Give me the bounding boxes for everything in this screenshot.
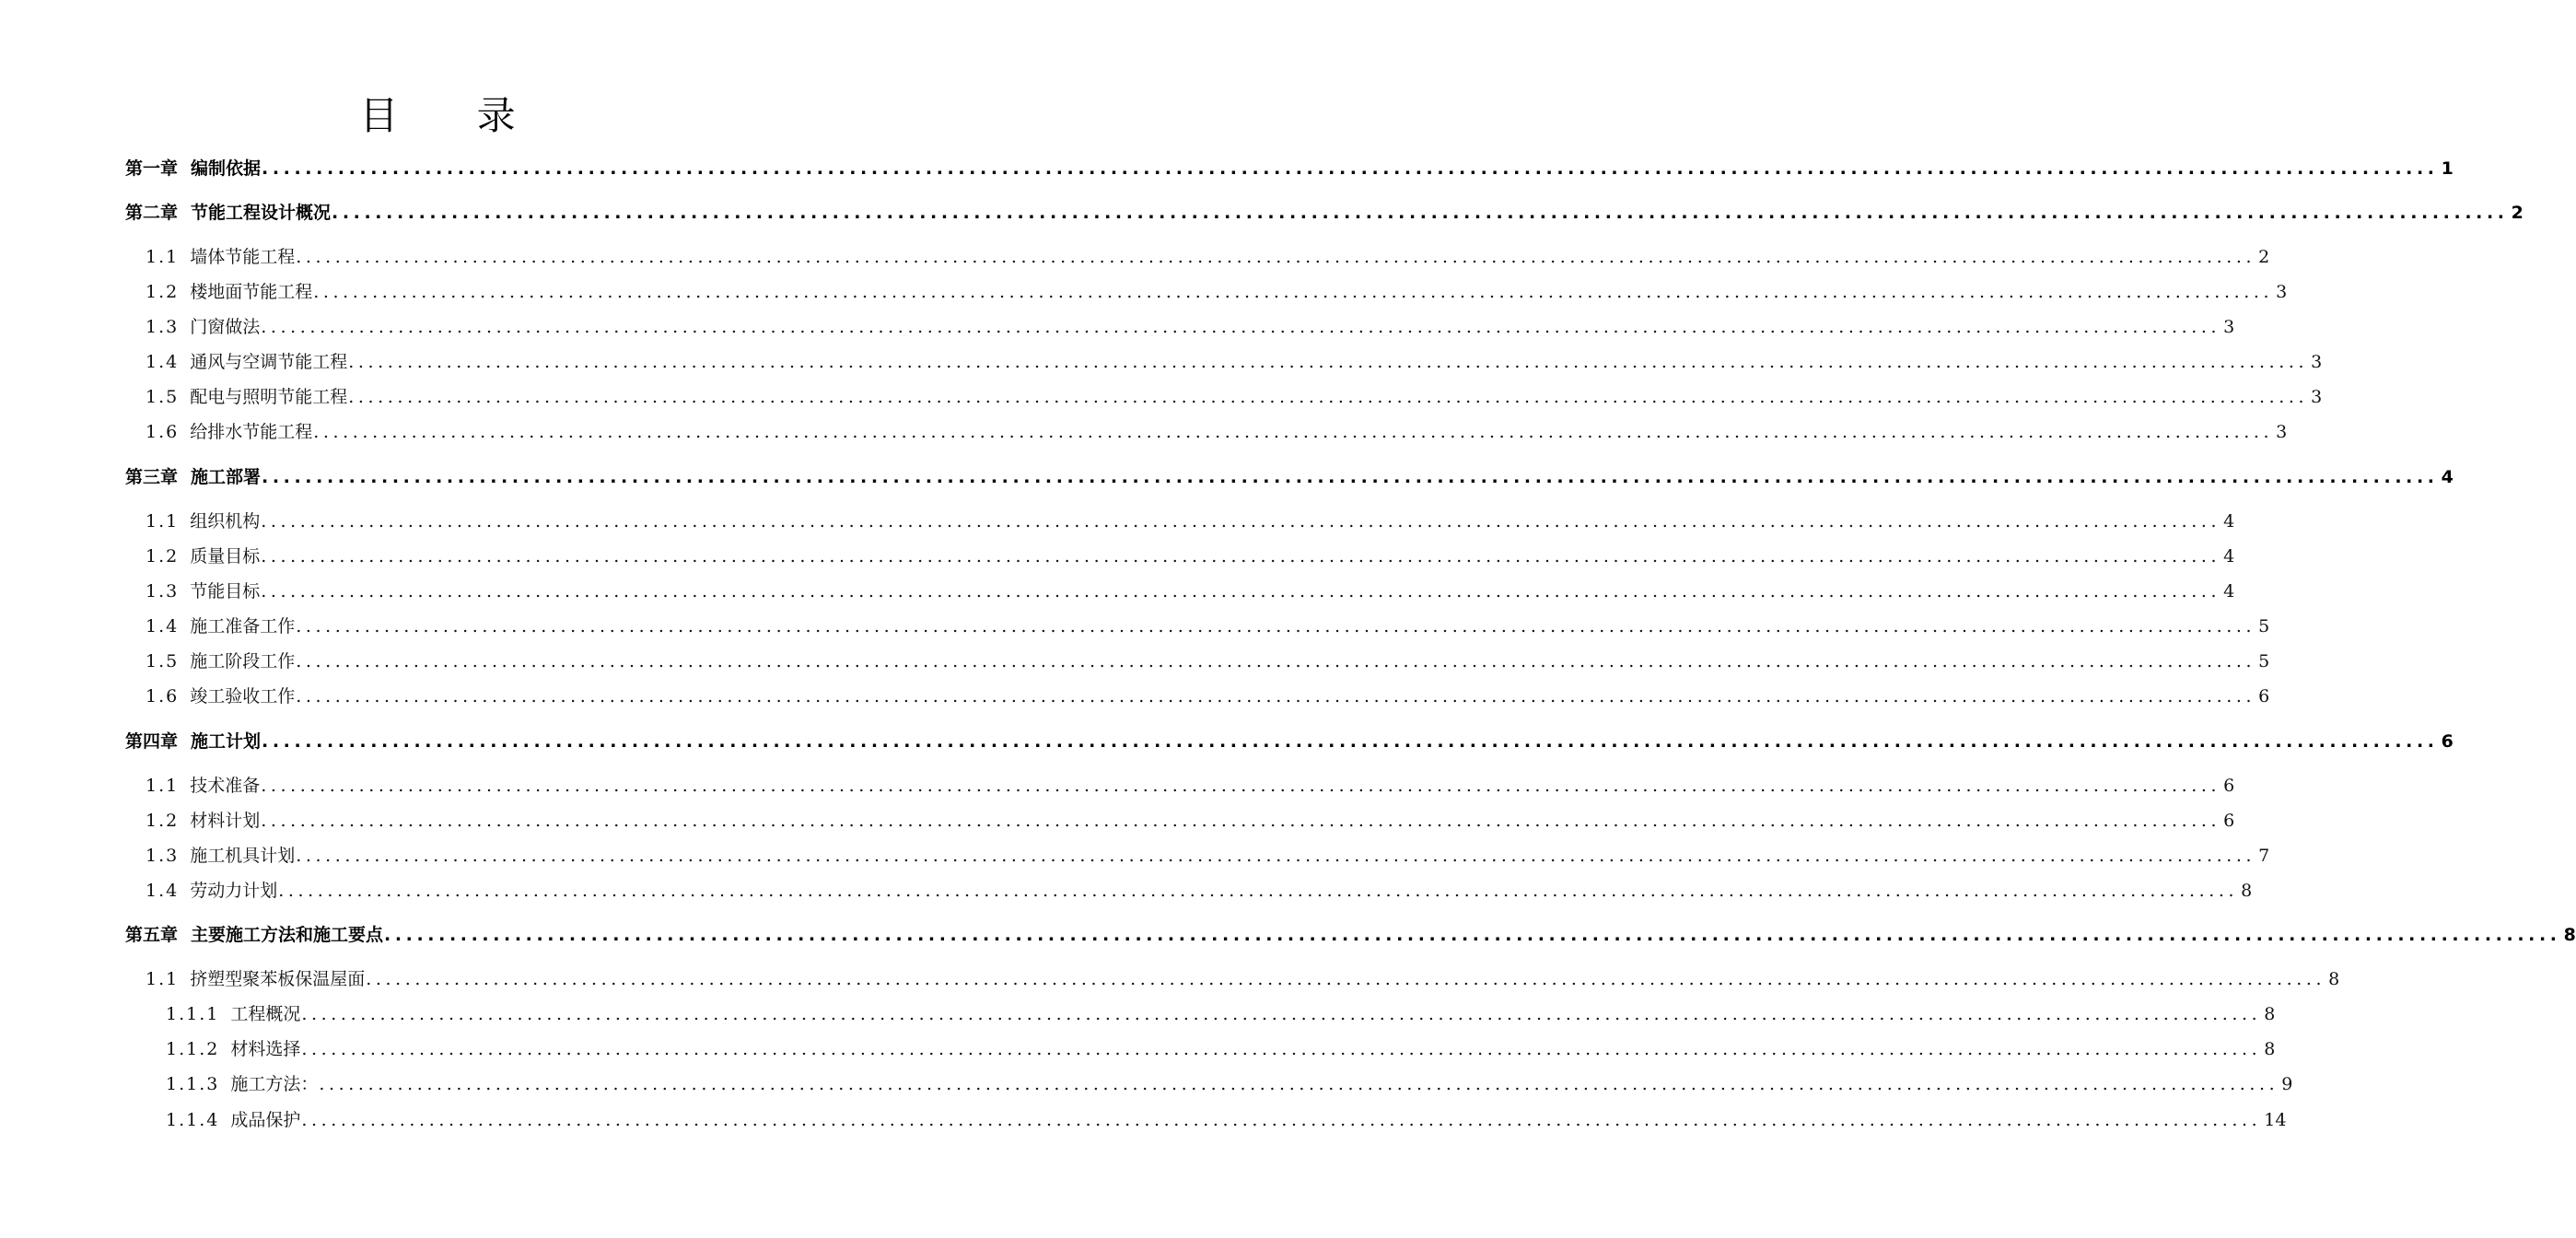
toc-entry-chapter[interactable] xyxy=(0,199,2524,223)
toc-entry-label xyxy=(125,463,261,488)
toc-dot-leader: ........................................................................................................................................................................................................ xyxy=(348,387,2309,407)
toc-entry-label xyxy=(146,648,295,672)
toc-entry-text: 墙体节能工程 xyxy=(190,247,296,267)
toc-entry-text: 主要施工方法和施工要点 xyxy=(191,925,384,945)
toc-page-number: 3 xyxy=(2223,317,2235,337)
toc-page-number: 5 xyxy=(2258,651,2270,672)
toc-dot-leader: ........................................................................................................................................................................................................ xyxy=(262,158,2439,179)
toc-entry-number: 1.2 xyxy=(146,282,180,302)
toc-entry-label xyxy=(125,155,261,180)
toc-entry-number: 1.1.2 xyxy=(166,1039,220,1059)
toc-entry-text: 门窗做法 xyxy=(190,317,261,337)
toc-page-number: 1 xyxy=(2441,158,2454,179)
toc-entry-text: 挤塑型聚苯板保温屋面 xyxy=(190,969,366,989)
toc-entry-text: 质量目标 xyxy=(190,546,261,566)
toc-entry-label xyxy=(146,807,260,832)
toc-entry-section[interactable] xyxy=(0,613,2270,637)
toc-entry-number: 第五章 xyxy=(125,925,179,945)
toc-entry-label xyxy=(146,383,347,408)
toc-entry-section[interactable] xyxy=(0,313,2235,337)
toc-entry-section[interactable] xyxy=(0,807,2235,831)
toc-dot-leader: ........................................................................................................................................................................................................ xyxy=(301,1004,2262,1024)
toc-entry-text: 施工计划 xyxy=(191,731,262,752)
toc-entry-label xyxy=(146,243,295,268)
toc-entry-sub[interactable] xyxy=(0,1070,2293,1094)
toc-entry-label xyxy=(166,1106,300,1131)
toc-entry-text: 组织机构 xyxy=(190,511,261,531)
toc-entry-chapter[interactable] xyxy=(0,155,2454,179)
toc-entry-sub[interactable] xyxy=(0,1035,2276,1059)
toc-entry-label xyxy=(146,613,295,637)
toc-entry-number: 1.3 xyxy=(146,317,180,337)
toc-entry-label xyxy=(146,278,312,303)
toc-dot-leader: ........................................................................................................................................................................................................ xyxy=(261,511,2221,531)
toc-entry-label xyxy=(146,772,260,797)
toc-entry-text: 给排水节能工程 xyxy=(190,422,313,442)
toc-dot-leader: ........................................................................................................................................................................................................ xyxy=(313,422,2274,442)
toc-entry-text: 成品保护 xyxy=(230,1110,301,1130)
toc-dot-leader: ........................................................................................................................................................................................................ xyxy=(296,651,2256,672)
toc-dot-leader: ........................................................................................................................................................................................................ xyxy=(261,581,2221,601)
toc-page-number: 9 xyxy=(2281,1074,2293,1094)
toc-dot-leader: ........................................................................................................................................................................................................ xyxy=(366,969,2326,989)
toc-dot-leader: ........................................................................................................................................................................................................ xyxy=(296,846,2256,866)
toc-dot-leader: ........................................................................................................................................................................................................ xyxy=(332,203,2509,223)
toc-entry-section[interactable] xyxy=(0,648,2270,672)
toc-entry-text: 材料计划 xyxy=(190,811,261,831)
toc-entry-text: 节能目标 xyxy=(190,581,261,601)
toc-dot-leader: ........................................................................................................................................................................................................ xyxy=(296,247,2256,267)
toc-page-number: 3 xyxy=(2311,387,2323,407)
toc-page-number: 8 xyxy=(2241,881,2253,901)
toc-page-number: 6 xyxy=(2258,686,2270,707)
toc-entry-text: 施工准备工作 xyxy=(190,616,296,637)
toc-entry-sub[interactable] xyxy=(0,1106,2287,1130)
toc-page-number: 7 xyxy=(2258,846,2270,866)
toc-entry-number: 1.3 xyxy=(146,846,180,866)
toc-entry-number: 1.4 xyxy=(146,352,180,372)
toc-dot-leader: ........................................................................................................................................................................................................ xyxy=(262,731,2439,752)
toc-entry-section[interactable] xyxy=(0,243,2270,267)
toc-page-number: 8 xyxy=(2328,969,2340,989)
toc-entry-number: 1.1.4 xyxy=(166,1110,220,1130)
toc-entry-number: 1.5 xyxy=(146,651,180,672)
toc-entry-number: 1.1.1 xyxy=(166,1004,220,1024)
toc-entry-number: 1.2 xyxy=(146,546,180,566)
toc-entry-number: 1.4 xyxy=(146,616,180,637)
toc-page-number: 8 xyxy=(2563,925,2576,945)
toc-entry-section[interactable] xyxy=(0,772,2235,796)
toc-entry-number: 1.1.3 xyxy=(166,1074,220,1094)
toc-entry-number: 1.1 xyxy=(146,247,180,267)
toc-dot-leader: ........................................................................................................................................................................................................ xyxy=(296,686,2256,707)
toc-entry-section[interactable] xyxy=(0,965,2340,989)
toc-page-number: 8 xyxy=(2264,1004,2276,1024)
toc-entry-section[interactable] xyxy=(0,383,2323,407)
toc-entry-number: 1.6 xyxy=(146,422,180,442)
toc-entry-number: 第四章 xyxy=(125,731,179,752)
toc-entry-label xyxy=(146,683,295,707)
toc-entry-chapter[interactable] xyxy=(0,728,2454,752)
toc-entry-section[interactable] xyxy=(0,842,2270,866)
toc-entry-label xyxy=(146,543,260,567)
toc-entry-section[interactable] xyxy=(0,508,2235,531)
toc-dot-leader: ........................................................................................................................................................................................................ xyxy=(261,811,2221,831)
toc-entry-number: 第一章 xyxy=(125,158,179,179)
toc-dot-leader: ........................................................................................................................................................................................................ xyxy=(278,881,2239,901)
toc-dot-leader: ........................................................................................................................................................................................................ xyxy=(319,1074,2279,1094)
toc-dot-leader: ........................................................................................................................................................................................................ xyxy=(384,925,2561,945)
toc-entry-number: 1.6 xyxy=(146,686,180,707)
toc-entry-label xyxy=(146,508,260,532)
toc-entry-chapter[interactable] xyxy=(0,921,2576,945)
toc-entry-label xyxy=(125,921,383,946)
toc-entry-number: 1.3 xyxy=(146,581,180,601)
toc-entry-number: 1.2 xyxy=(146,811,180,831)
toc-entry-text: 通风与空调节能工程 xyxy=(190,352,348,372)
toc-dot-leader: ........................................................................................................................................................................................................ xyxy=(313,282,2274,302)
toc-entry-label xyxy=(166,1000,300,1025)
toc-dot-leader: ........................................................................................................................................................................................................ xyxy=(301,1110,2262,1130)
toc-entry-section[interactable] xyxy=(0,418,2288,442)
toc-page-number: 5 xyxy=(2258,616,2270,637)
toc-entry-number: 1.1 xyxy=(146,969,180,989)
toc-entry-section[interactable] xyxy=(0,877,2253,901)
toc-entry-label xyxy=(146,965,365,990)
toc-entry-label xyxy=(146,877,277,902)
toc-entry-label xyxy=(146,842,295,867)
toc-dot-leader: ........................................................................................................................................................................................................ xyxy=(348,352,2309,372)
toc-page-number: 4 xyxy=(2223,581,2235,601)
toc-entry-label xyxy=(125,199,331,224)
toc-entry-text: 劳动力计划 xyxy=(190,881,278,901)
toc-page-number: 2 xyxy=(2511,203,2524,223)
toc-entry-text: 施工方法： xyxy=(230,1074,319,1094)
toc-entry-section[interactable] xyxy=(0,278,2288,302)
toc-entry-sub[interactable] xyxy=(0,1000,2276,1024)
toc-entry-section[interactable] xyxy=(0,578,2235,601)
toc-entry-label xyxy=(146,418,312,443)
toc-entry-label xyxy=(146,578,260,602)
toc-entry-text: 施工机具计划 xyxy=(190,846,296,866)
toc-page-number: 14 xyxy=(2264,1110,2287,1130)
page-title: 目 录 xyxy=(359,93,549,138)
toc-page-number: 4 xyxy=(2223,546,2235,566)
toc-entry-number: 1.1 xyxy=(146,511,180,531)
toc-entry-label xyxy=(146,313,260,338)
toc-entry-text: 施工阶段工作 xyxy=(190,651,296,672)
toc-page-number: 2 xyxy=(2258,247,2270,267)
toc-entry-text: 配电与照明节能工程 xyxy=(190,387,348,407)
toc-page-number: 4 xyxy=(2441,467,2454,487)
toc-entry-chapter[interactable] xyxy=(0,463,2454,487)
toc-entry-label xyxy=(166,1035,300,1060)
toc-entry-section[interactable] xyxy=(0,348,2323,372)
toc-entry-label xyxy=(166,1070,318,1095)
toc-dot-leader: ........................................................................................................................................................................................................ xyxy=(301,1039,2262,1059)
toc-entry-text: 竣工验收工作 xyxy=(190,686,296,707)
toc-entry-text: 材料选择 xyxy=(230,1039,301,1059)
toc-entry-section[interactable] xyxy=(0,543,2235,566)
toc-page-number: 3 xyxy=(2311,352,2323,372)
toc-entry-number: 1.1 xyxy=(146,776,180,796)
toc-entry-label xyxy=(125,728,261,753)
toc-page-number: 6 xyxy=(2223,811,2235,831)
toc-entry-text: 楼地面节能工程 xyxy=(190,282,313,302)
toc-entry-label xyxy=(146,348,347,373)
toc-dot-leader: ........................................................................................................................................................................................................ xyxy=(261,317,2221,337)
toc-entry-number: 1.4 xyxy=(146,881,180,901)
toc-page-number: 3 xyxy=(2276,422,2288,442)
toc-entry-text: 编制依据 xyxy=(191,158,262,179)
toc-entry-text: 工程概况 xyxy=(230,1004,301,1024)
toc-entry-number: 1.5 xyxy=(146,387,180,407)
toc-entry-number: 第二章 xyxy=(125,203,179,223)
toc-dot-leader: ........................................................................................................................................................................................................ xyxy=(296,616,2256,637)
toc-dot-leader: ........................................................................................................................................................................................................ xyxy=(261,546,2221,566)
toc-entry-text: 节能工程设计概况 xyxy=(191,203,332,223)
toc-page-number: 6 xyxy=(2441,731,2454,752)
toc-entry-section[interactable] xyxy=(0,683,2270,707)
toc-dot-leader: ........................................................................................................................................................................................................ xyxy=(261,776,2221,796)
toc-page-number: 4 xyxy=(2223,511,2235,531)
toc-entry-number: 第三章 xyxy=(125,467,179,487)
toc-dot-leader: ........................................................................................................................................................................................................ xyxy=(262,467,2439,487)
toc-page-number: 6 xyxy=(2223,776,2235,796)
toc-page-number: 8 xyxy=(2264,1039,2276,1059)
toc-page-number: 3 xyxy=(2276,282,2288,302)
toc-entry-text: 施工部署 xyxy=(191,467,262,487)
toc-entry-text: 技术准备 xyxy=(190,776,261,796)
